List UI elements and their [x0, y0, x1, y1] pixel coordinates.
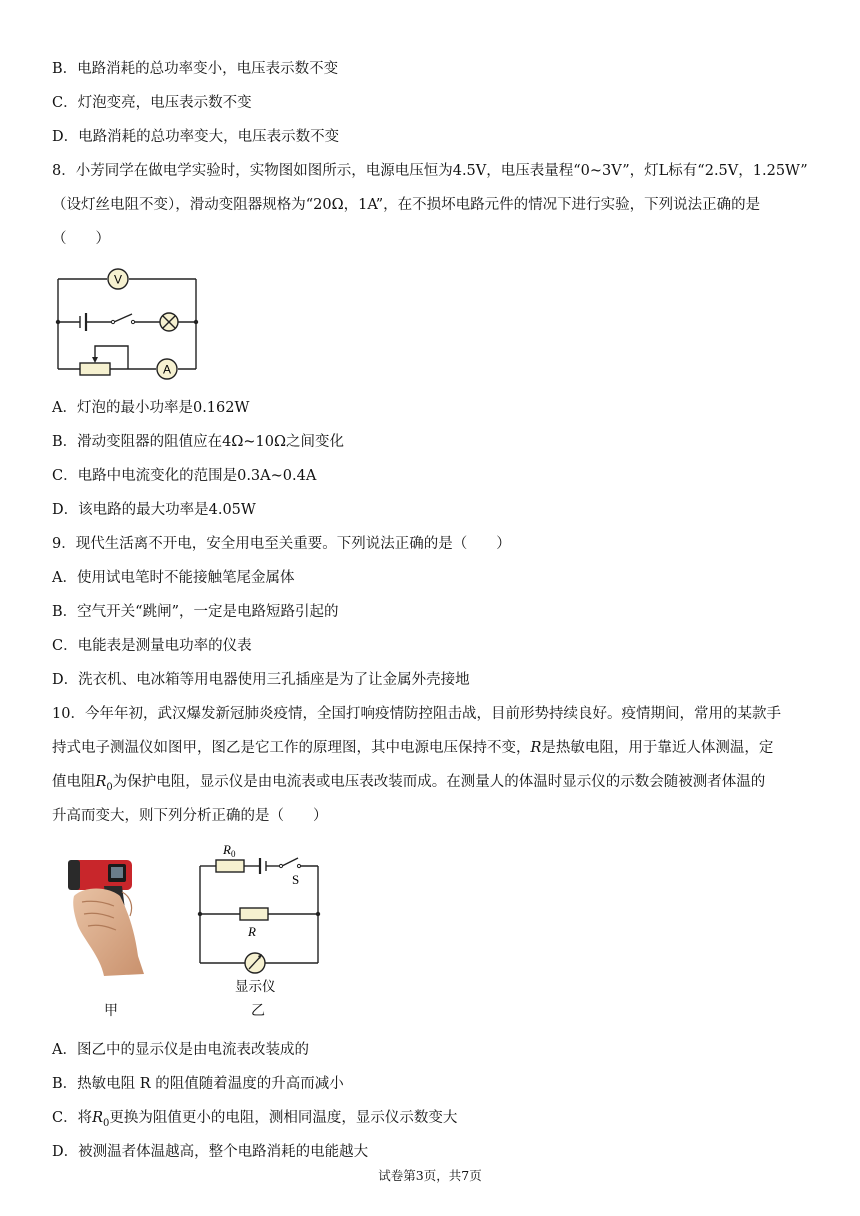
- switch-label: S: [292, 872, 300, 887]
- q8-circuit-diagram: [50, 262, 210, 382]
- display-meter-icon: [245, 953, 265, 973]
- q8-option-b: B．滑动变阻器的阻值应在4Ω~10Ω之间变化: [52, 434, 345, 450]
- page-footer: 试卷第3页，共7页: [378, 1168, 482, 1183]
- figure-yi-caption: 乙: [251, 1003, 265, 1019]
- q8-option-d: D．该电路的最大功率是4.05W: [52, 502, 256, 518]
- display-label: 显示仪: [235, 979, 276, 995]
- q8-stem-line1: 8．小芳同学在做电学实验时，实物图如图所示，电源电压恒为4.5V，电压表量程“0~3V”，灯L标有“2.5V，1.25W”: [52, 163, 808, 179]
- q9-stem: 9．现代生活离不开电，安全用电至关重要。下列说法正确的是（ ）: [52, 536, 511, 552]
- q10-option-d: D．被测温者体温越高，整个电路消耗的电能越大: [52, 1144, 369, 1160]
- q7-option-c: C．灯泡变亮，电压表示数不变: [52, 95, 252, 111]
- q10-stem-line1: 10．今年年初，武汉爆发新冠肺炎疫情，全国打响疫情防控阻击战，目前形势持续良好。疫情期间，常用的某款手: [52, 706, 781, 722]
- lamp-icon: [160, 313, 178, 331]
- q10-option-b: B．热敏电阻 R 的阻值随着温度的升高而减小: [52, 1076, 344, 1092]
- q8-stem-line3: （ ）: [52, 231, 110, 247]
- q10-option-a: A．图乙中的显示仪是由电流表改装成的: [52, 1042, 309, 1058]
- q7-option-d: D．电路消耗的总功率变大，电压表示数不变: [52, 129, 340, 145]
- q10-option-c: C．将$R_0$更换为阻值更小的电阻，测相同温度，显示仪示数变大: [52, 1110, 458, 1129]
- ammeter-label: A: [162, 362, 172, 377]
- r-label: R: [248, 924, 256, 939]
- q8-option-c: C．电路中电流变化的范围是0.3A~0.4A: [52, 468, 317, 484]
- r0-label: $R_0$: [223, 842, 236, 859]
- q9-option-b: B．空气开关“跳闸”，一定是电路短路引起的: [52, 604, 339, 620]
- voltmeter-label: V: [113, 272, 123, 287]
- q9-option-a: A．使用试电笔时不能接触笔尾金属体: [52, 570, 295, 586]
- thermometer-gun-photo: [64, 856, 168, 978]
- q7-option-b: B．电路消耗的总功率变小，电压表示数不变: [52, 61, 339, 77]
- figure-jia-caption: 甲: [104, 1003, 118, 1019]
- q9-option-c: C．电能表是测量电功率的仪表: [52, 638, 252, 654]
- q10-circuit-diagram: [190, 836, 330, 1000]
- q8-option-a: A．灯泡的最小功率是0.162W: [52, 400, 250, 416]
- q10-stem-line3: 值电阻$R_0$为保护电阻，显示仪是由电流表或电压表改装而成。在测量人的体温时显示仪的示数会随被测者体温的: [52, 774, 766, 793]
- q8-stem-line2: （设灯丝电阻不变），滑动变阻器规格为“20Ω，1A”，在不损坏电路元件的情况下进行实验，下列说法正确的是: [52, 197, 761, 213]
- q10-stem-line4: 升高而变大，则下列分析正确的是（ ）: [52, 808, 328, 824]
- q10-stem-line2: 持式电子测温仪如图甲，图乙是它工作的原理图，其中电源电压保持不变，R是热敏电阻，用于靠近人体测温，定: [52, 740, 774, 756]
- q9-option-d: D．洗衣机、电冰箱等用电器使用三孔插座是为了让金属外壳接地: [52, 672, 470, 688]
